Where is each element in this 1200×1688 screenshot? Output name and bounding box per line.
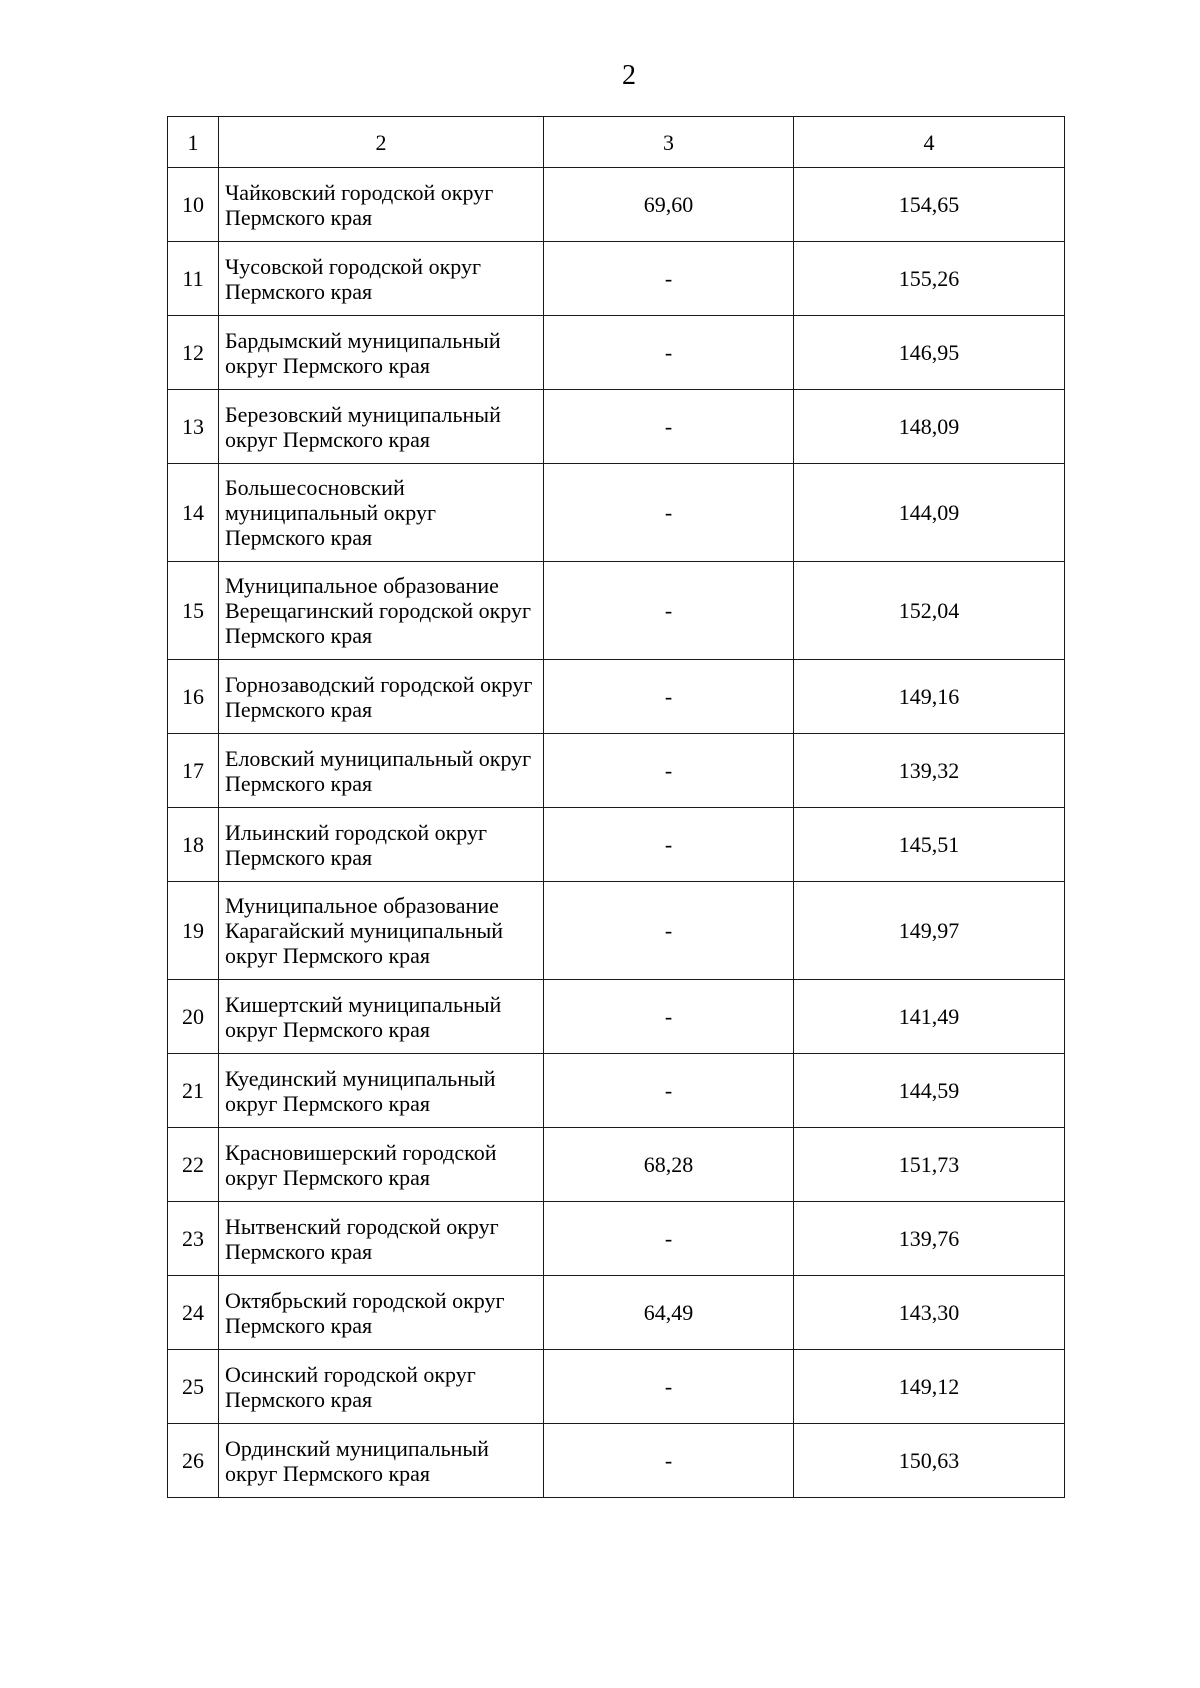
row-number: 21 (168, 1054, 219, 1128)
value-col-4: 145,51 (794, 808, 1065, 882)
value-col-4: 143,30 (794, 1276, 1065, 1350)
row-number: 20 (168, 980, 219, 1054)
table-row (168, 734, 1065, 808)
value-col-4: 152,04 (794, 562, 1065, 660)
row-number: 14 (168, 464, 219, 562)
municipality-name: Ординский муниципальный округ Пермского края (219, 1424, 544, 1498)
municipality-name: Муниципальное образование Карагайский муниципальный округ Пермского края (219, 882, 544, 980)
value-col-4: 149,16 (794, 660, 1065, 734)
value-col-3: 64,49 (544, 1276, 794, 1350)
table-row (168, 168, 1065, 242)
table-header-row (168, 117, 1065, 168)
table-row (168, 660, 1065, 734)
value-col-4: 144,09 (794, 464, 1065, 562)
value-col-3: - (544, 882, 794, 980)
row-number: 16 (168, 660, 219, 734)
table-row (168, 390, 1065, 464)
table-row (168, 464, 1065, 562)
value-col-4: 148,09 (794, 390, 1065, 464)
value-col-4: 151,73 (794, 1128, 1065, 1202)
value-col-3: - (544, 316, 794, 390)
table-row (168, 1424, 1065, 1498)
municipality-name: Ильинский городской округ Пермского края (219, 808, 544, 882)
header-col-1: 1 (168, 117, 219, 168)
row-number: 23 (168, 1202, 219, 1276)
row-number: 15 (168, 562, 219, 660)
row-number: 24 (168, 1276, 219, 1350)
municipality-name: Кишертский муниципальный округ Пермского края (219, 980, 544, 1054)
municipality-name: Куединский муниципальный округ Пермского края (219, 1054, 544, 1128)
value-col-3: - (544, 464, 794, 562)
value-col-3: - (544, 660, 794, 734)
table-row (168, 1202, 1065, 1276)
table-row (168, 1276, 1065, 1350)
value-col-4: 150,63 (794, 1424, 1065, 1498)
table-row (168, 882, 1065, 980)
table-row (168, 1128, 1065, 1202)
value-col-3: 68,28 (544, 1128, 794, 1202)
value-col-3: 69,60 (544, 168, 794, 242)
value-col-4: 149,12 (794, 1350, 1065, 1424)
row-number: 17 (168, 734, 219, 808)
data-table (167, 116, 1065, 1498)
municipality-name: Чайковский городской округ Пермского края (219, 168, 544, 242)
value-col-4: 144,59 (794, 1054, 1065, 1128)
table-row (168, 980, 1065, 1054)
municipality-name: Осинский городской округ Пермского края (219, 1350, 544, 1424)
row-number: 25 (168, 1350, 219, 1424)
row-number: 26 (168, 1424, 219, 1498)
value-col-3: - (544, 1424, 794, 1498)
value-col-3: - (544, 980, 794, 1054)
value-col-4: 146,95 (794, 316, 1065, 390)
municipality-name: Октябрьский городской округ Пермского края (219, 1276, 544, 1350)
municipality-name: Нытвенский городской округ Пермского края (219, 1202, 544, 1276)
value-col-3: - (544, 390, 794, 464)
table-row (168, 1350, 1065, 1424)
municipality-name: Бардымский муниципальный округ Пермского края (219, 316, 544, 390)
municipality-name: Еловский муниципальный округ Пермского края (219, 734, 544, 808)
value-col-4: 155,26 (794, 242, 1065, 316)
table-row (168, 1054, 1065, 1128)
table-row (168, 316, 1065, 390)
header-col-3: 3 (544, 117, 794, 168)
value-col-3: - (544, 242, 794, 316)
municipality-name: Березовский муниципальный округ Пермского края (219, 390, 544, 464)
table-row (168, 242, 1065, 316)
table-row (168, 562, 1065, 660)
row-number: 10 (168, 168, 219, 242)
table-row (168, 808, 1065, 882)
municipality-name: Муниципальное образование Верещагинский городской округ Пермского края (219, 562, 544, 660)
value-col-4: 141,49 (794, 980, 1065, 1054)
row-number: 18 (168, 808, 219, 882)
value-col-3: - (544, 734, 794, 808)
value-col-3: - (544, 562, 794, 660)
value-col-4: 139,76 (794, 1202, 1065, 1276)
value-col-3: - (544, 1350, 794, 1424)
municipality-name: Большесосновский муниципальный округ Пермского края (219, 464, 544, 562)
value-col-4: 154,65 (794, 168, 1065, 242)
page-number: 2 (622, 60, 636, 91)
row-number: 13 (168, 390, 219, 464)
value-col-3: - (544, 1202, 794, 1276)
row-number: 22 (168, 1128, 219, 1202)
header-col-2: 2 (219, 117, 544, 168)
row-number: 12 (168, 316, 219, 390)
value-col-4: 149,97 (794, 882, 1065, 980)
value-col-3: - (544, 1054, 794, 1128)
municipality-name: Чусовской городской округ Пермского края (219, 242, 544, 316)
row-number: 19 (168, 882, 219, 980)
municipality-name: Горнозаводский городской округ Пермского края (219, 660, 544, 734)
municipality-name: Красновишерский городской округ Пермского края (219, 1128, 544, 1202)
value-col-4: 139,32 (794, 734, 1065, 808)
header-col-4: 4 (794, 117, 1065, 168)
value-col-3: - (544, 808, 794, 882)
row-number: 11 (168, 242, 219, 316)
